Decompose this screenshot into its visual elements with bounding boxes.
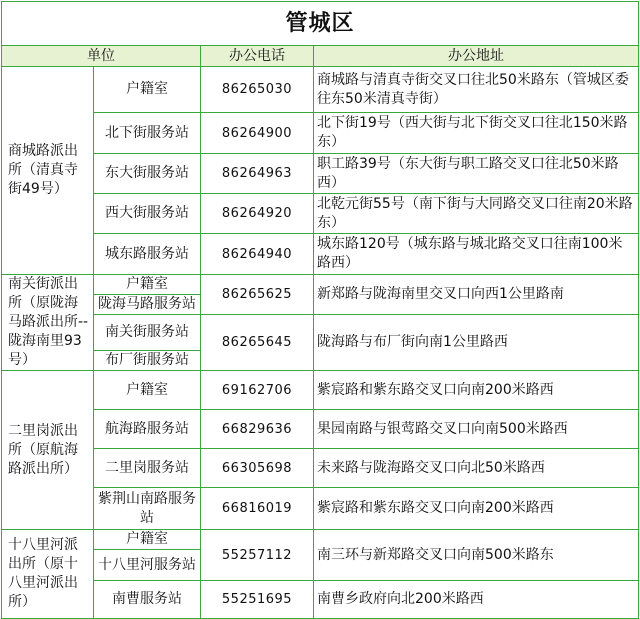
table-row [2,410,639,449]
sub-unit-cell: 布厂街服务站 [94,351,201,371]
sub-unit-cell: 城东路服务站 [94,234,201,275]
address-cell: 紫宸路和紫东路交叉口向南200米路西 [314,371,639,410]
unit-cell: 南关街派出所（原陇海马路派出所--陇海南里93号） [2,275,94,371]
table-row [2,154,639,194]
address-cell: 紫宸路和紫东路交叉口向南200米路西 [314,488,639,530]
table-row [2,275,639,295]
phone-cell: 86265625 [201,275,314,315]
phone-cell: 69162706 [201,371,314,410]
header-address: 办公地址 [314,46,639,67]
sub-unit-cell: 十八里河服务站 [94,550,201,581]
phone-cell: 55257112 [201,530,314,581]
sub-unit-cell: 户籍室 [94,275,201,295]
sub-unit-cell: 南曹服务站 [94,581,201,619]
address-cell: 未来路与陇海路交叉口向北50米路西 [314,449,639,488]
phone-cell: 86264900 [201,113,314,154]
phone-cell: 86265030 [201,67,314,113]
sub-unit-cell: 紫荆山南路服务站 [94,488,201,530]
address-cell: 陇海路与布厂街向南1公里路西 [314,315,639,371]
sub-unit-cell: 西大街服务站 [94,194,201,234]
unit-cell: 商城路派出所（清真寺街49号） [2,67,94,275]
table-row [2,315,639,351]
address-cell: 商城路与清真寺街交叉口往北50米路东（管城区委往东50米清真寺街） [314,67,639,113]
address-cell: 职工路39号（东大街与职工路交叉口往北50米路西） [314,154,639,194]
header-row [2,46,639,67]
address-cell: 新郑路与陇海南里交叉口向西1公里路南 [314,275,639,315]
table-row [2,194,639,234]
table-row [2,113,639,154]
table-row [2,488,639,530]
sub-unit-cell: 航海路服务站 [94,410,201,449]
sub-unit-cell: 户籍室 [94,530,201,550]
address-cell: 南曹乡政府向北200米路西 [314,581,639,619]
address-cell: 果园南路与银莺路交叉口向南500米路西 [314,410,639,449]
contact-table [1,1,639,619]
address-cell: 北乾元街55号（南下街与大同路交叉口往南20米路东） [314,194,639,234]
sub-unit-cell: 北下街服务站 [94,113,201,154]
sub-unit-cell: 户籍室 [94,67,201,113]
address-cell: 南三环与新郑路交叉口向南500米路东 [314,530,639,581]
sub-unit-cell: 户籍室 [94,371,201,410]
phone-cell: 86265645 [201,315,314,371]
sub-unit-cell: 东大街服务站 [94,154,201,194]
phone-cell: 86264940 [201,234,314,275]
table-row [2,67,639,113]
table-row [2,530,639,550]
sub-unit-cell: 陇海马路服务站 [94,295,201,315]
header-unit: 单位 [2,46,201,67]
phone-cell: 66305698 [201,449,314,488]
phone-cell: 86264963 [201,154,314,194]
phone-cell: 55251695 [201,581,314,619]
title-row [2,2,639,46]
phone-cell: 66829636 [201,410,314,449]
phone-cell: 66816019 [201,488,314,530]
header-phone: 办公电话 [201,46,314,67]
address-cell: 北下街19号（西大街与北下街交叉口往北150米路东） [314,113,639,154]
table-row [2,581,639,619]
table-row [2,234,639,275]
phone-cell: 86264920 [201,194,314,234]
table-row [2,449,639,488]
sub-unit-cell: 二里岗服务站 [94,449,201,488]
table-title: 管城区 [2,2,639,46]
unit-cell: 二里岗派出所（原航海路派出所） [2,371,94,530]
table-row [2,371,639,410]
address-cell: 城东路120号（城东路与城北路交叉口往南100米路西） [314,234,639,275]
sub-unit-cell: 南关街服务站 [94,315,201,351]
unit-cell: 十八里河派出所（原十八里河派出所） [2,530,94,619]
